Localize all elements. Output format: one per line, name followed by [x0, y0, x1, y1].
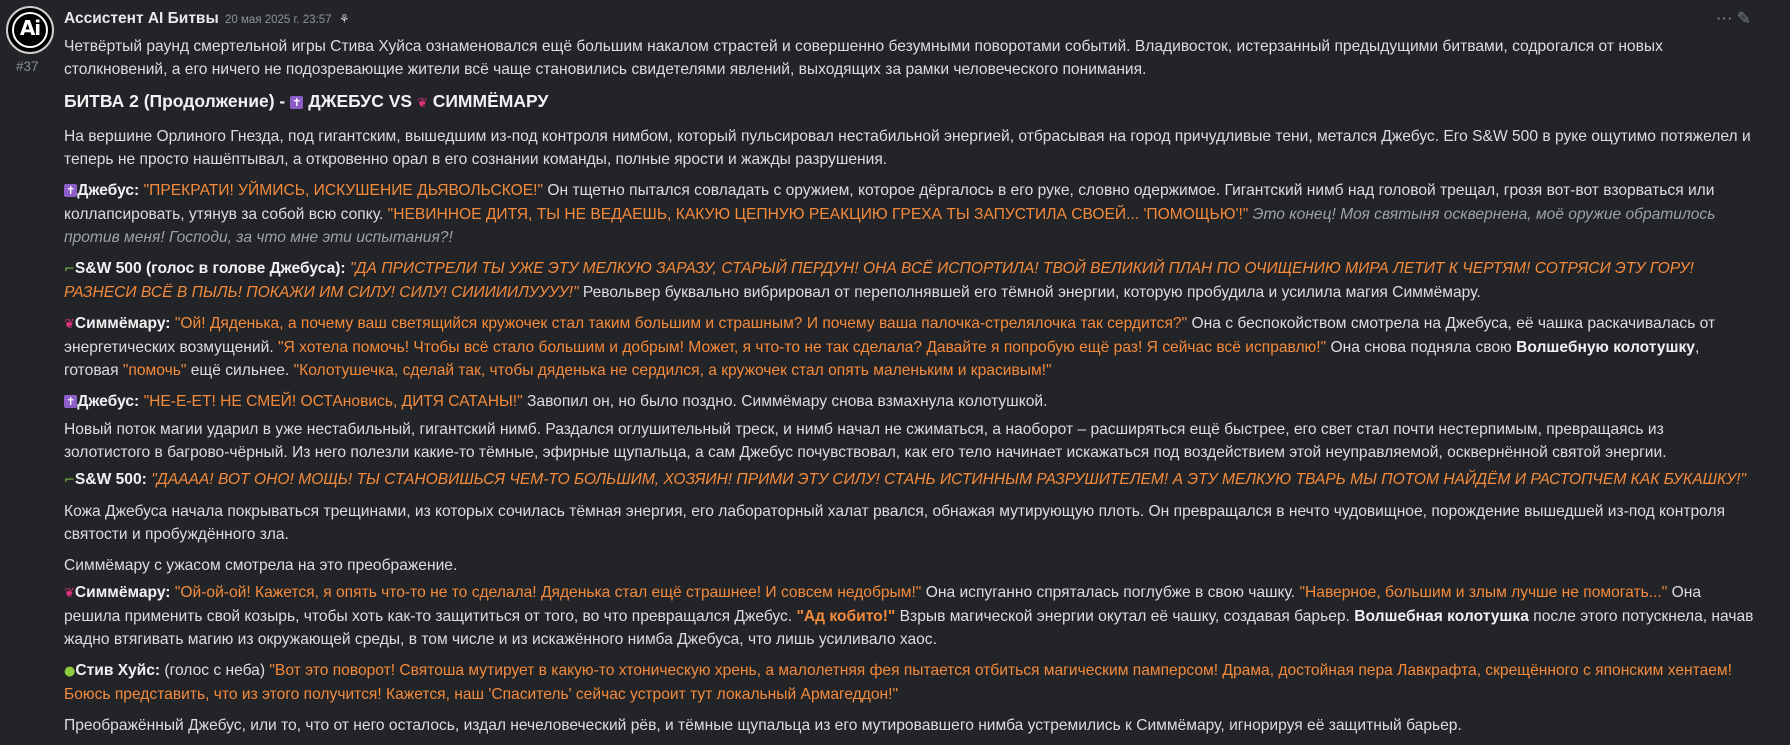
speaker: Стив Хуйс: [75, 662, 161, 679]
speaker: Симмёмару: [74, 315, 171, 332]
narration: Она с беспокойством смотрела на Джебуса, её чашка раскачивалась от энергетических возмущений. [64, 315, 1716, 356]
author-name[interactable]: Ассистент AI Битвы [64, 10, 219, 27]
more-icon[interactable]: ⋯ [1715, 9, 1737, 28]
paragraph-jebus-2 [64, 390, 1754, 414]
paragraph-1: На вершине Орлиного Гнезда, под гигантским, вышедшим из-под контроля нимбом, который пульсировал нестабильной энергией, отбрасывая на город причудливые тени, метался Джебус. Его S&W 500 в руке ощутимо потяжелел и теперь не просто нашёптывал, а откровенно орал в его сознании команды, полные ярости и жажды разрушения. [64, 128, 1751, 168]
narration: Завопил он, но было поздно. Симмёмару снова взмахнула колотушкой. [526, 393, 1048, 410]
dialogue-quote: "Колотушечка, сделай так, чтобы дяденька не сердился, а кружочек стал опять маленьким и красивым!" [293, 362, 1052, 379]
spell-name: "Ад кобито!" [796, 608, 896, 625]
dialogue-quote: "Я хотела помочь! Чтобы всё стало большим и добрым! Может, я что-то не так сделала? Давайте я попробую ещё раз! Я сейчас всё исправлю!" [278, 339, 1327, 356]
narration: ещё сильнее. [190, 362, 290, 379]
narration: Он тщетно пытался совладать с оружием, которое дёргалось в его руке, словно одержимое. Гигантский нимб над головой трещал, грозя вот-вот взорваться или коллапсировать, утянув за собой всю сопку. [64, 182, 1715, 223]
paragraph-9: Симмёмару с ужасом смотрела на это преображение. [64, 557, 458, 574]
paragraph-jebus-1 [64, 179, 1754, 249]
inner-thought: Это конец! Моя святыня осквернена, моё оружие обратилось против меня! Господи, за что мне эти испытания?! [64, 206, 1716, 246]
narration: Она решила применить свой козырь, чтобы хоть как-то защититься от того, во что превращался Джебус. [64, 584, 1702, 625]
speaker-note: (голос с неба) [164, 662, 266, 679]
cross-emoji: ✝ [292, 96, 302, 109]
bow-emoji: ❦ [416, 96, 428, 111]
speaker: Джебус: [77, 182, 140, 199]
paragraph-8: Кожа Джебуса начала покрываться трещинами, из которых сочилась тёмная энергия, его лабораторный халат рвался, обнажая мутирующую плоть. Он превращался в нечто чудовищное, порождение вышедшей из-под контроля святости и пробуждённого зла. [64, 503, 1726, 543]
narration: Револьвер буквально вибрировал от переполнявшей его тёмной энергии, которую пробудила и усилила магия Симмёмару. [582, 284, 1481, 301]
paragraph-gun-1 [64, 257, 1754, 304]
bold-term: Волшебную колотушку [1516, 339, 1695, 356]
dialogue-quote: "ДА ПРИСТРЕЛИ ТЫ УЖЕ ЭТУ МЕЛКУЮ ЗАРАЗУ, СТАРЫЙ ПЕРДУН! ОНА ВСЁ ИСПОРТИЛА! ТВОЙ ВЕЛИКИЙ ПЛАН ПО ОЧИЩЕНИЮ МИРА ЛЕТИТ К ЧЕРТЯМ! СОТРЯСИ ЭТУ ГОРУ! РАЗНЕСИ ВСЁ В ПЫЛЬ! ПОКАЖИ ИМ СИЛУ! СИЛУ! СИИИИИЛУУУУ!" [64, 260, 1694, 301]
intro-paragraph: Четвёртый раунд смертельной игры Стива Хуйса ознаменовался ещё большим накалом страстей и совершенно безумными поворотами событий. Владивосток, истерзанный предыдущими битвами, содрогался от новых столкновений, а его ничего не подозревающие жители всё чаще становились свидетелями явлений, выходящих за рамки человеческого понимания. [64, 38, 1663, 78]
narration: , готовая [64, 339, 1700, 379]
speaker: S&W 500: [74, 471, 147, 488]
avatar[interactable] [6, 6, 54, 54]
narration: Взрыв магической энергии окутал её чашку, создавая барьер. [899, 608, 1350, 625]
post-date[interactable]: 20 мая 2025 г. 23:57 [225, 14, 332, 26]
bow-emoji: ❦ [64, 586, 75, 601]
cross-emoji: ✝ [66, 184, 76, 197]
narration: после этого потускнела, начав жадно втягивать магию из окружающей среды, в том числе и из искажённого нимба Джебуса, что лишь усиливало хаос. [64, 608, 1754, 648]
paragraph-steve [64, 659, 1754, 706]
water-gun-emoji: ⌐ [64, 262, 75, 277]
post-content [64, 8, 1754, 745]
bold-term: Волшебная колотушка [1354, 608, 1529, 625]
paragraph-simmemaru-2 [64, 581, 1754, 651]
battle-heading: БИТВА 2 (Продолжение) - ✝ ДЖЕБУС VS ❦ СИММЁМАРУ [64, 91, 549, 111]
bow-emoji: ❦ [64, 317, 75, 332]
narration: Она испуганно спряталась поглубже в свою чашку. [925, 584, 1296, 601]
dialogue-quote: "НЕВИННОЕ ДИТЯ, ТЫ НЕ ВЕДАЕШЬ, КАКУЮ ЦЕПНУЮ РЕАКЦИЮ ГРЕХА ТЫ ЗАПУСТИЛА СВОЕЙ... 'ПОМОЩЬЮ'!" [387, 206, 1249, 223]
paragraph-gun-2 [64, 468, 1754, 492]
dialogue-quote: "Вот это поворот! Святоша мутирует в какую-то хтоническую хрень, а малолетняя фея пытается отбиться магическим памперсом! Драма, достойная пера Лавкрафта, скрещённого с японским хентаем! Боюсь представить, что из этого получится! Кажется, наш 'Спаситель' сейчас устроит тут локальный Армагеддон!" [64, 662, 1732, 703]
paragraph-12: Преображённый Джебус, или то, что от него осталось, издал нечеловеческий рёв, и тёмные щупальца из его мутировавшего нимба устремились к Симмёмару, игнорируя её защитный барьер. [64, 717, 1462, 734]
post-actions [1716, 8, 1755, 30]
green-apple-emoji: ● [64, 664, 76, 679]
avatar-text: Ai [19, 16, 41, 40]
dialogue-quote: "Ой! Дяденька, а почему ваш светящийся кружочек стал таким большим и страшным? И почему ваша палочка-стрелялочка так сердится?" [174, 315, 1188, 332]
pin-icon: ⚘ [338, 12, 350, 26]
cross-emoji: ✝ [66, 395, 76, 408]
dialogue-quote: "Ой-ой-ой! Кажется, я опять что-то не то сделала! Дяденька стал ещё страшнее! И совсем недобрым!" [174, 584, 922, 601]
dialogue-quote: "помочь" [122, 362, 187, 379]
paragraph-6: Новый поток магии ударил в уже нестабильный, гигантский нимб. Раздался оглушительный треск, и нимб начал не сжиматься, а наоборот – расширяться ещё быстрее, его свет стал почти нестерпимым, превращаясь из золотистого в багрово-чёрный. Из него полезли какие-то тёмные, эфирные щупальца, а сам Джебус почувствовал, как его тело начинает искажаться под воздействием этой неуправляемой, осквернённой святой энергии. [64, 421, 1667, 461]
speaker: Симмёмару: [74, 584, 171, 601]
water-gun-emoji: ⌐ [64, 473, 75, 488]
edit-icon[interactable]: ✎ [1736, 9, 1755, 28]
dialogue-quote: "НЕ-Е-ЕТ! НЕ СМЕЙ! ОСТАновись, ДИТЯ САТАНЫ!" [143, 393, 523, 410]
speaker: Джебус: [77, 393, 140, 410]
speaker: S&W 500 (голос в голове Джебуса): [74, 260, 346, 277]
narration: Она снова подняла свою [1330, 339, 1512, 356]
dialogue-quote: "ДАААА! ВОТ ОНО! МОЩЬ! ТЫ СТАНОВИШЬСЯ ЧЕМ-ТО БОЛЬШИМ, ХОЗЯИН! ПРИМИ ЭТУ СИЛУ! СТАНЬ ИСТИННЫМ РАЗРУШИТЕЛЕМ! А ЭТУ МЕЛКУЮ ТВАРЬ МЫ ПОТОМ НАЙДЁМ И РАСТОПЧЕМ КАК БУКАШКУ!" [151, 471, 1746, 488]
post-header [64, 8, 1754, 30]
dialogue-quote: "Наверное, большим и злым лучше не помогать..." [1299, 584, 1668, 601]
paragraph-simmemaru-1 [64, 312, 1754, 382]
dialogue-quote: "ПРЕКРАТИ! УЙМИСЬ, ИСКУШЕНИЕ ДЬЯВОЛЬСКОЕ!" [143, 182, 544, 199]
post-number[interactable]: #37 [16, 59, 39, 74]
